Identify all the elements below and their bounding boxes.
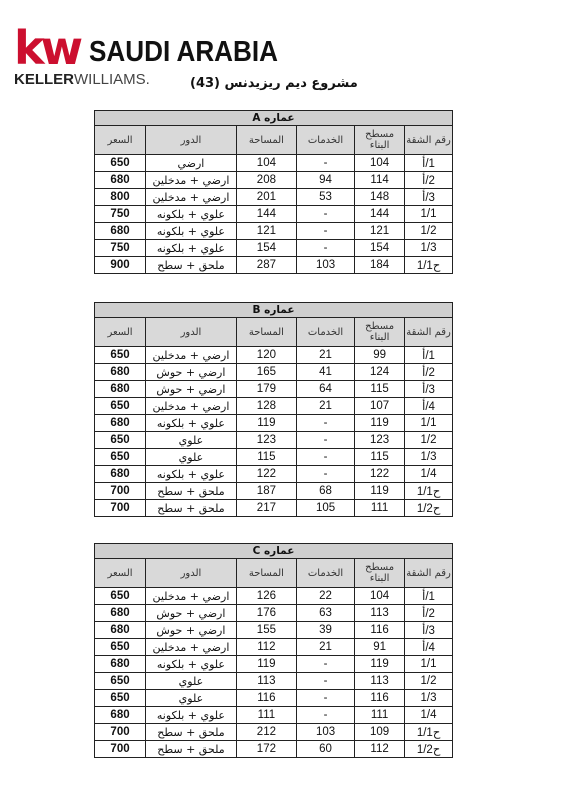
- cell-price: 700: [95, 741, 146, 758]
- cell-price: 700: [95, 724, 146, 741]
- cell-area: 217: [236, 500, 296, 517]
- cell-price: 680: [95, 364, 146, 381]
- logo-brand-rest: WILLIAMS.: [74, 71, 150, 88]
- table-row: [95, 189, 453, 206]
- table-row: [95, 381, 453, 398]
- cell-services: 53: [296, 189, 354, 206]
- header-services: الخدمات: [296, 559, 354, 588]
- cell-building-area: 121: [355, 223, 405, 240]
- cell-services: -: [296, 206, 354, 223]
- table-row: [95, 364, 453, 381]
- cell-services: 63: [296, 605, 354, 622]
- cell-floor: ارضي + حوش: [146, 622, 237, 639]
- cell-unit: 4/أ: [405, 398, 453, 415]
- cell-area: 179: [236, 381, 296, 398]
- cell-building-area: 91: [355, 639, 405, 656]
- cell-area: 287: [236, 257, 296, 274]
- table-row: [95, 724, 453, 741]
- table-row: [95, 483, 453, 500]
- cell-floor: علوي: [146, 690, 237, 707]
- header-services: الخدمات: [296, 126, 354, 155]
- cell-unit: 2/أ: [405, 364, 453, 381]
- cell-floor: علوي + بلكونه: [146, 240, 237, 257]
- cell-area: 187: [236, 483, 296, 500]
- cell-building-area: 112: [355, 741, 405, 758]
- cell-building-area: 111: [355, 707, 405, 724]
- table-header-row: [95, 559, 453, 588]
- cell-floor: علوي: [146, 432, 237, 449]
- cell-unit: ح1/1: [405, 483, 453, 500]
- cell-services: 22: [296, 588, 354, 605]
- cell-building-area: 119: [355, 656, 405, 673]
- header-unit: رقم الشقة: [405, 559, 453, 588]
- cell-unit: 1/أ: [405, 588, 453, 605]
- cell-building-area: 144: [355, 206, 405, 223]
- cell-floor: علوي + بلكونه: [146, 223, 237, 240]
- cell-area: 115: [236, 449, 296, 466]
- cell-price: 650: [95, 155, 146, 172]
- cell-building-area: 104: [355, 155, 405, 172]
- cell-unit: 2/أ: [405, 172, 453, 189]
- cell-area: 176: [236, 605, 296, 622]
- cell-services: -: [296, 656, 354, 673]
- table-row: [95, 432, 453, 449]
- building-name: عماره C: [95, 544, 453, 559]
- cell-floor: علوي + بلكونه: [146, 466, 237, 483]
- cell-price: 680: [95, 415, 146, 432]
- cell-services: -: [296, 449, 354, 466]
- cell-price: 680: [95, 172, 146, 189]
- cell-building-area: 184: [355, 257, 405, 274]
- table-row: [95, 398, 453, 415]
- cell-floor: علوي: [146, 673, 237, 690]
- page-title: مشروع ديم ريزيدنس (43): [190, 76, 358, 91]
- table-row: [95, 155, 453, 172]
- header-building-area: مسطح البناء: [355, 559, 405, 588]
- cell-floor: ارضي + مدخلين: [146, 189, 237, 206]
- cell-unit: 1/1: [405, 656, 453, 673]
- cell-building-area: 154: [355, 240, 405, 257]
- cell-price: 750: [95, 240, 146, 257]
- cell-services: 103: [296, 257, 354, 274]
- cell-services: 64: [296, 381, 354, 398]
- cell-price: 650: [95, 449, 146, 466]
- cell-unit: 1/3: [405, 449, 453, 466]
- cell-floor: ارضي + حوش: [146, 381, 237, 398]
- table-row: [95, 690, 453, 707]
- cell-floor: علوي + بلكونه: [146, 415, 237, 432]
- cell-area: 154: [236, 240, 296, 257]
- table-row: [95, 605, 453, 622]
- cell-area: 119: [236, 656, 296, 673]
- table-row: [95, 622, 453, 639]
- cell-building-area: 107: [355, 398, 405, 415]
- table-row: [95, 347, 453, 364]
- header-floor: الدور: [146, 318, 237, 347]
- cell-area: 126: [236, 588, 296, 605]
- cell-unit: 2/أ: [405, 605, 453, 622]
- cell-unit: 1/أ: [405, 155, 453, 172]
- cell-floor: ارضي + مدخلين: [146, 172, 237, 189]
- table-row: [95, 588, 453, 605]
- cell-unit: 1/1: [405, 415, 453, 432]
- cell-price: 650: [95, 690, 146, 707]
- cell-floor: ارضي: [146, 155, 237, 172]
- cell-price: 800: [95, 189, 146, 206]
- cell-building-area: 114: [355, 172, 405, 189]
- cell-price: 680: [95, 381, 146, 398]
- cell-building-area: 115: [355, 381, 405, 398]
- cell-building-area: 116: [355, 690, 405, 707]
- cell-price: 650: [95, 347, 146, 364]
- cell-area: 123: [236, 432, 296, 449]
- header-area: المساحة: [236, 559, 296, 588]
- cell-unit: 1/3: [405, 690, 453, 707]
- cell-floor: علوي: [146, 449, 237, 466]
- cell-price: 650: [95, 588, 146, 605]
- cell-area: 172: [236, 741, 296, 758]
- cell-unit: 1/2: [405, 223, 453, 240]
- cell-services: -: [296, 466, 354, 483]
- cell-floor: ارضي + مدخلين: [146, 588, 237, 605]
- table-header-row: [95, 126, 453, 155]
- cell-unit: 4/أ: [405, 639, 453, 656]
- cell-building-area: 109: [355, 724, 405, 741]
- cell-services: -: [296, 432, 354, 449]
- cell-area: 120: [236, 347, 296, 364]
- building-table-a: [94, 110, 453, 274]
- cell-services: 21: [296, 398, 354, 415]
- cell-services: -: [296, 240, 354, 257]
- kw-logo-mark: kw: [14, 21, 80, 75]
- table-row: [95, 639, 453, 656]
- cell-unit: ح1/1: [405, 257, 453, 274]
- cell-floor: علوي + بلكونه: [146, 656, 237, 673]
- cell-area: 128: [236, 398, 296, 415]
- cell-area: 201: [236, 189, 296, 206]
- table-row: [95, 707, 453, 724]
- table-row: [95, 240, 453, 257]
- header-unit: رقم الشقة: [405, 318, 453, 347]
- cell-area: 155: [236, 622, 296, 639]
- cell-floor: علوي + بلكونه: [146, 206, 237, 223]
- cell-area: 144: [236, 206, 296, 223]
- cell-floor: علوي + بلكونه: [146, 707, 237, 724]
- table-row: [95, 257, 453, 274]
- header-floor: الدور: [146, 126, 237, 155]
- cell-area: 208: [236, 172, 296, 189]
- cell-area: 104: [236, 155, 296, 172]
- cell-floor: ارضي + حوش: [146, 364, 237, 381]
- cell-unit: ح1/2: [405, 741, 453, 758]
- cell-price: 680: [95, 707, 146, 724]
- cell-price: 900: [95, 257, 146, 274]
- cell-area: 121: [236, 223, 296, 240]
- cell-building-area: 148: [355, 189, 405, 206]
- building-table-b: [94, 302, 453, 517]
- header-area: المساحة: [236, 318, 296, 347]
- cell-building-area: 119: [355, 483, 405, 500]
- table-row: [95, 500, 453, 517]
- cell-floor: ارضي + مدخلين: [146, 347, 237, 364]
- cell-unit: 1/2: [405, 432, 453, 449]
- cell-floor: ارضي + مدخلين: [146, 639, 237, 656]
- cell-services: -: [296, 223, 354, 240]
- table-row: [95, 466, 453, 483]
- cell-unit: 1/1: [405, 206, 453, 223]
- cell-price: 680: [95, 223, 146, 240]
- cell-services: 60: [296, 741, 354, 758]
- cell-area: 165: [236, 364, 296, 381]
- cell-price: 700: [95, 483, 146, 500]
- cell-unit: 3/أ: [405, 189, 453, 206]
- cell-unit: ح1/2: [405, 500, 453, 517]
- cell-services: -: [296, 707, 354, 724]
- cell-services: 41: [296, 364, 354, 381]
- cell-building-area: 124: [355, 364, 405, 381]
- table-row: [95, 415, 453, 432]
- cell-area: 122: [236, 466, 296, 483]
- cell-price: 680: [95, 622, 146, 639]
- cell-floor: ملحق + سطح: [146, 257, 237, 274]
- cell-building-area: 123: [355, 432, 405, 449]
- cell-unit: 1/3: [405, 240, 453, 257]
- cell-price: 680: [95, 466, 146, 483]
- table-row: [95, 656, 453, 673]
- header-price: السعر: [95, 559, 146, 588]
- cell-unit: 1/4: [405, 466, 453, 483]
- cell-building-area: 111: [355, 500, 405, 517]
- cell-building-area: 122: [355, 466, 405, 483]
- table-row: [95, 206, 453, 223]
- header-price: السعر: [95, 126, 146, 155]
- cell-services: -: [296, 690, 354, 707]
- cell-services: 68: [296, 483, 354, 500]
- logo-brand-bold: KELLER: [14, 71, 74, 88]
- cell-price: 700: [95, 500, 146, 517]
- cell-building-area: 113: [355, 673, 405, 690]
- cell-building-area: 113: [355, 605, 405, 622]
- table-row: [95, 673, 453, 690]
- cell-building-area: 104: [355, 588, 405, 605]
- cell-price: 650: [95, 639, 146, 656]
- table-row: [95, 172, 453, 189]
- header-floor: الدور: [146, 559, 237, 588]
- cell-services: -: [296, 415, 354, 432]
- cell-area: 116: [236, 690, 296, 707]
- cell-area: 111: [236, 707, 296, 724]
- cell-building-area: 99: [355, 347, 405, 364]
- cell-area: 112: [236, 639, 296, 656]
- cell-services: 105: [296, 500, 354, 517]
- cell-unit: 3/أ: [405, 622, 453, 639]
- cell-area: 113: [236, 673, 296, 690]
- cell-price: 680: [95, 656, 146, 673]
- cell-price: 650: [95, 673, 146, 690]
- building-name: عماره B: [95, 303, 453, 318]
- cell-area: 212: [236, 724, 296, 741]
- header-services: الخدمات: [296, 318, 354, 347]
- cell-unit: 3/أ: [405, 381, 453, 398]
- cell-price: 650: [95, 398, 146, 415]
- cell-floor: ملحق + سطح: [146, 483, 237, 500]
- cell-floor: ارضي + حوش: [146, 605, 237, 622]
- cell-services: 103: [296, 724, 354, 741]
- cell-area: 119: [236, 415, 296, 432]
- header-price: السعر: [95, 318, 146, 347]
- table-row: [95, 741, 453, 758]
- cell-unit: 1/4: [405, 707, 453, 724]
- cell-services: 21: [296, 639, 354, 656]
- cell-floor: ملحق + سطح: [146, 741, 237, 758]
- cell-building-area: 119: [355, 415, 405, 432]
- header-building-area: مسطح البناء: [355, 126, 405, 155]
- cell-unit: 1/أ: [405, 347, 453, 364]
- cell-services: -: [296, 673, 354, 690]
- cell-unit: 1/2: [405, 673, 453, 690]
- header-building-area: مسطح البناء: [355, 318, 405, 347]
- table-row: [95, 449, 453, 466]
- cell-unit: ح1/1: [405, 724, 453, 741]
- building-name: عماره A: [95, 111, 453, 126]
- header-unit: رقم الشقة: [405, 126, 453, 155]
- cell-price: 680: [95, 605, 146, 622]
- table-header-row: [95, 318, 453, 347]
- cell-price: 650: [95, 432, 146, 449]
- logo-country: SAUDI ARABIA: [89, 36, 279, 68]
- cell-price: 750: [95, 206, 146, 223]
- cell-floor: ملحق + سطح: [146, 724, 237, 741]
- cell-floor: ملحق + سطح: [146, 500, 237, 517]
- cell-building-area: 116: [355, 622, 405, 639]
- cell-building-area: 115: [355, 449, 405, 466]
- cell-services: -: [296, 155, 354, 172]
- cell-services: 94: [296, 172, 354, 189]
- cell-services: 39: [296, 622, 354, 639]
- table-row: [95, 223, 453, 240]
- header-area: المساحة: [236, 126, 296, 155]
- cell-services: 21: [296, 347, 354, 364]
- cell-floor: ارضي + مدخلين: [146, 398, 237, 415]
- building-table-c: [94, 543, 453, 758]
